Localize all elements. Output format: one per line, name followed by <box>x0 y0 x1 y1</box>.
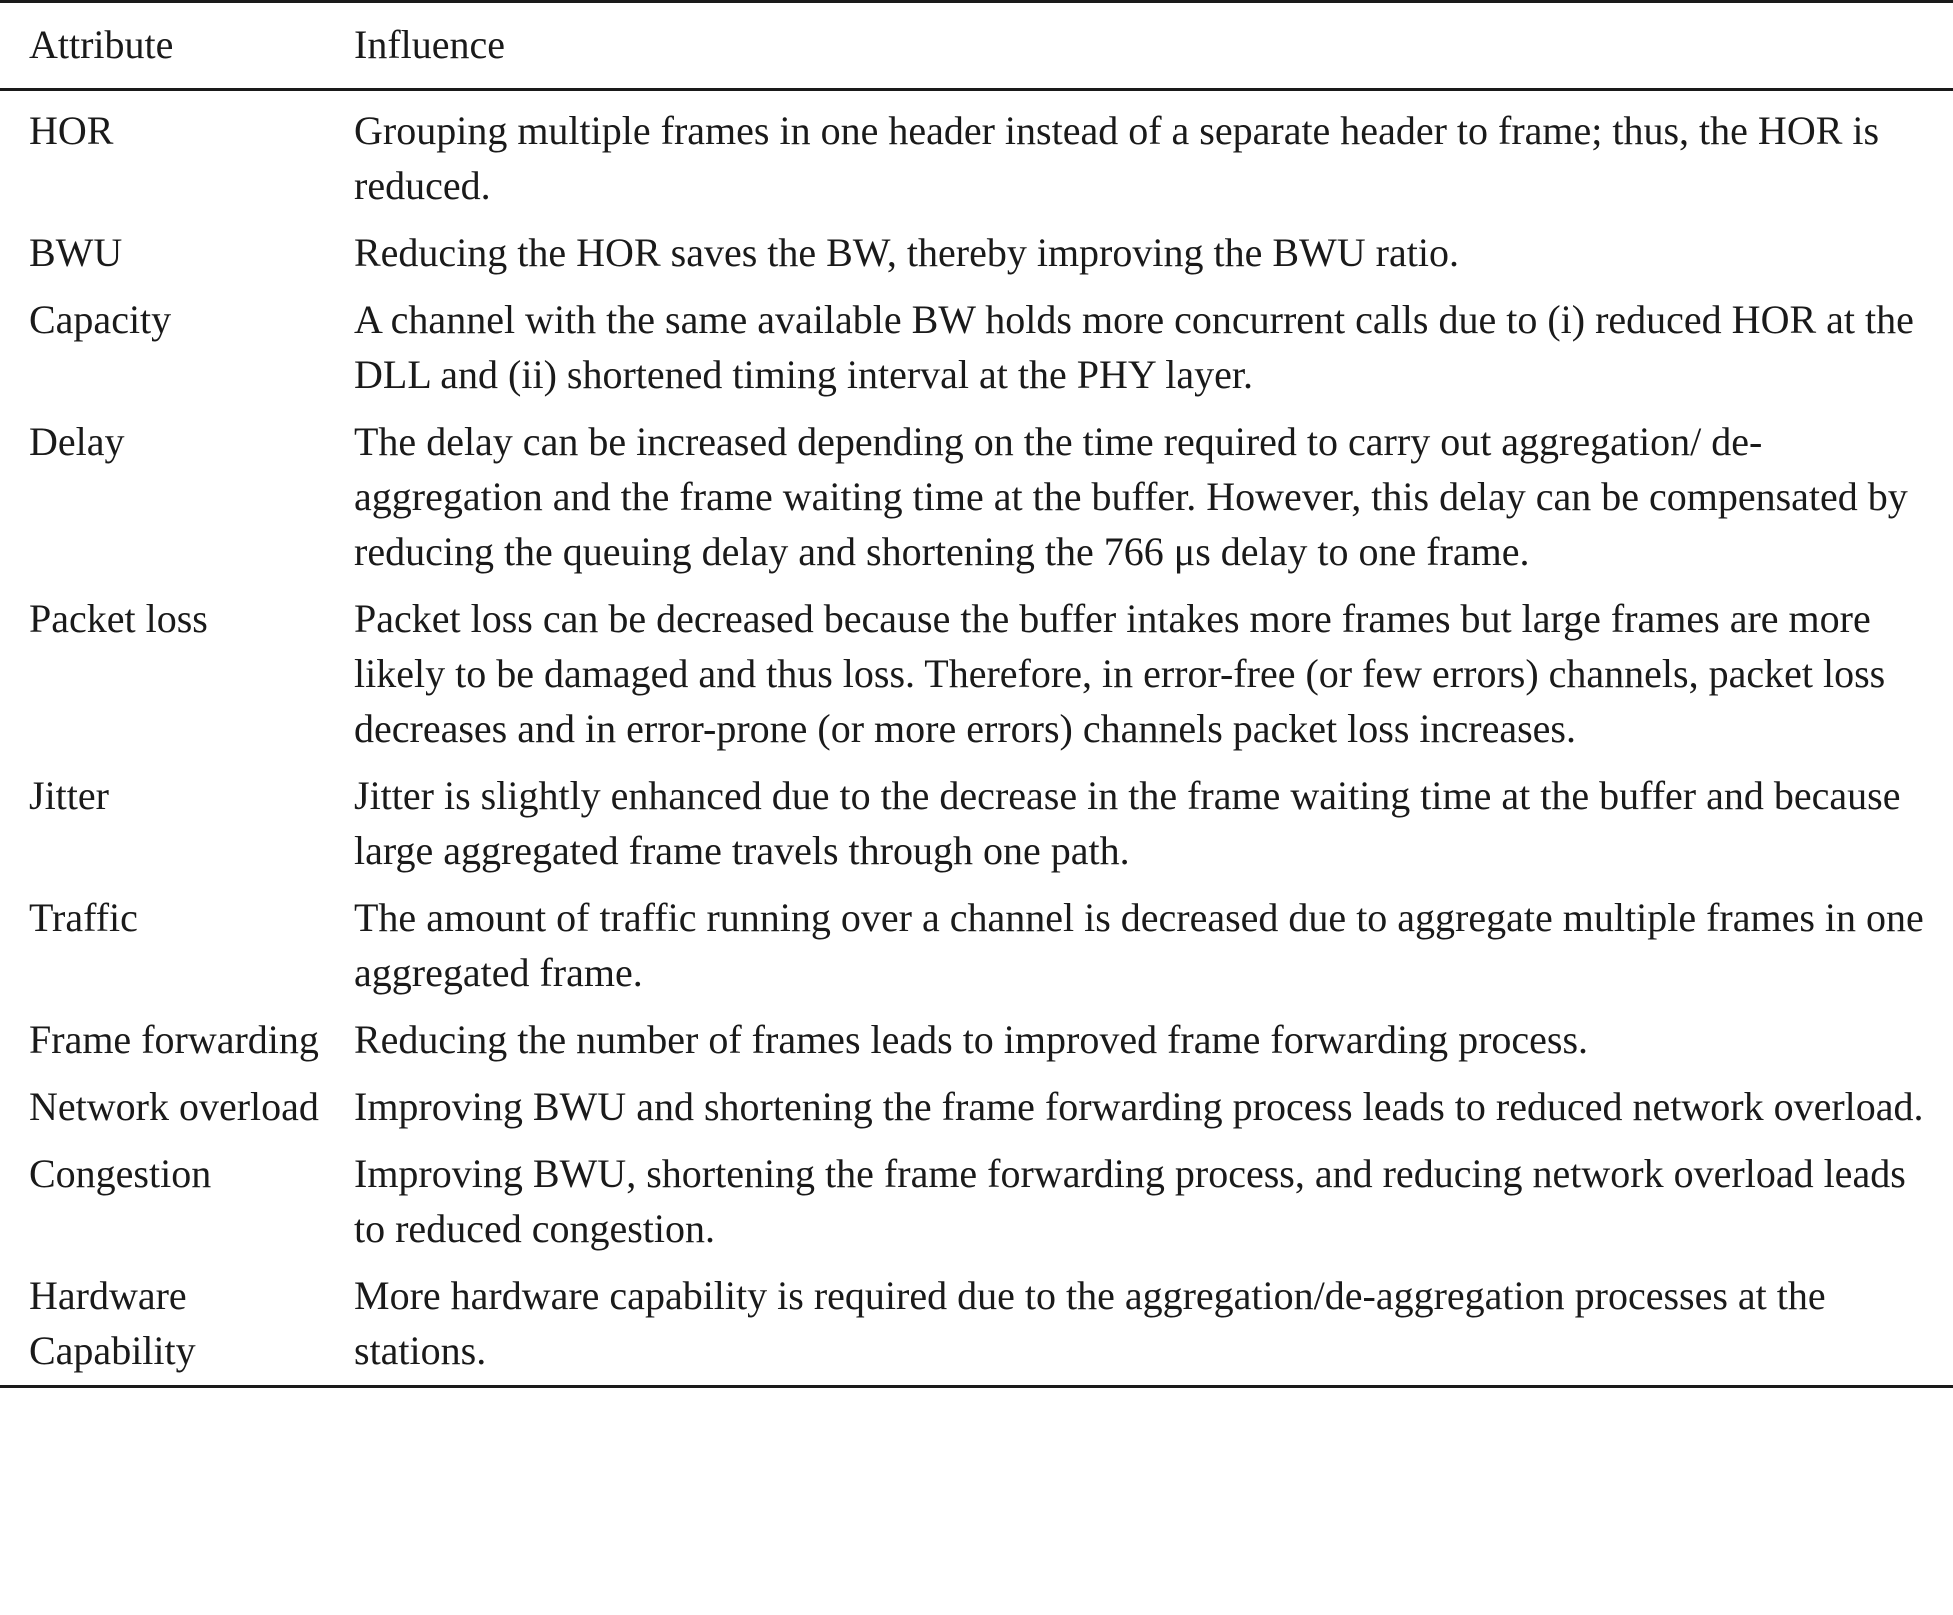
header-attribute: Attribute <box>29 22 174 67</box>
table-row <box>0 1067 1953 1134</box>
table-row <box>0 1134 1953 1256</box>
table-header <box>0 2 1953 90</box>
table-row <box>0 280 1953 402</box>
cell-influence: Reducing the HOR saves the BW, thereby improving the BWU ratio. <box>354 230 1459 275</box>
table-row <box>0 1000 1953 1067</box>
table-row <box>0 402 1953 579</box>
cell-influence: Reducing the number of frames leads to improved frame forwarding process. <box>354 1017 1589 1062</box>
cell-attribute: Traffic <box>29 895 138 940</box>
table-row <box>0 756 1953 878</box>
cell-attribute: Frame forwarding <box>29 1017 319 1062</box>
cell-attribute: Network overload <box>29 1084 319 1129</box>
cell-attribute: Hardware Capability <box>29 1273 196 1373</box>
cell-influence: A channel with the same available BW holds more concurrent calls due to (i) reduced HOR at the DLL and (ii) shortened timing interval at the PHY layer. <box>354 297 1914 397</box>
header-row <box>0 2 1953 90</box>
cell-influence: Packet loss can be decreased because the buffer intakes more frames but large frames are more likely to be damaged and thus loss. Therefore, in error-free (or few errors) channels, packet loss decreases and in error-prone (or more errors) channels packet loss increases. <box>354 596 1886 751</box>
table-row <box>0 878 1953 1000</box>
table-row <box>0 579 1953 756</box>
cell-influence: The delay can be increased depending on the time required to carry out aggregation/ de-aggregation and the frame waiting time at the buffer. However, this delay can be compensated by reducing the queuing delay and shortening the 766 μs delay to one frame. <box>354 419 1908 574</box>
table-row <box>0 1256 1953 1387</box>
cell-attribute: Jitter <box>29 773 109 818</box>
table-row <box>0 213 1953 280</box>
cell-influence: The amount of traffic running over a channel is decreased due to aggregate multiple frames in one aggregated frame. <box>354 895 1924 995</box>
cell-attribute: Packet loss <box>29 596 208 641</box>
cell-attribute: HOR <box>29 108 114 153</box>
cell-attribute: Delay <box>29 419 125 464</box>
cell-influence: Improving BWU, shortening the frame forwarding process, and reducing network overload leads to reduced congestion. <box>354 1151 1906 1251</box>
table-row <box>0 90 1953 214</box>
cell-influence: Grouping multiple frames in one header instead of a separate header to frame; thus, the HOR is reduced. <box>354 108 1880 208</box>
cell-attribute: Congestion <box>29 1151 212 1196</box>
table-body <box>0 90 1953 1387</box>
cell-influence: Improving BWU and shortening the frame forwarding process leads to reduced network overload. <box>354 1084 1924 1129</box>
header-influence: Influence <box>354 22 506 67</box>
cell-attribute: BWU <box>29 230 123 275</box>
cell-influence: More hardware capability is required due to the aggregation/de-aggregation processes at the stations. <box>354 1273 1826 1373</box>
cell-attribute: Capacity <box>29 297 172 342</box>
cell-influence: Jitter is slightly enhanced due to the decrease in the frame waiting time at the buffer and because large aggregated frame travels through one path. <box>354 773 1901 873</box>
